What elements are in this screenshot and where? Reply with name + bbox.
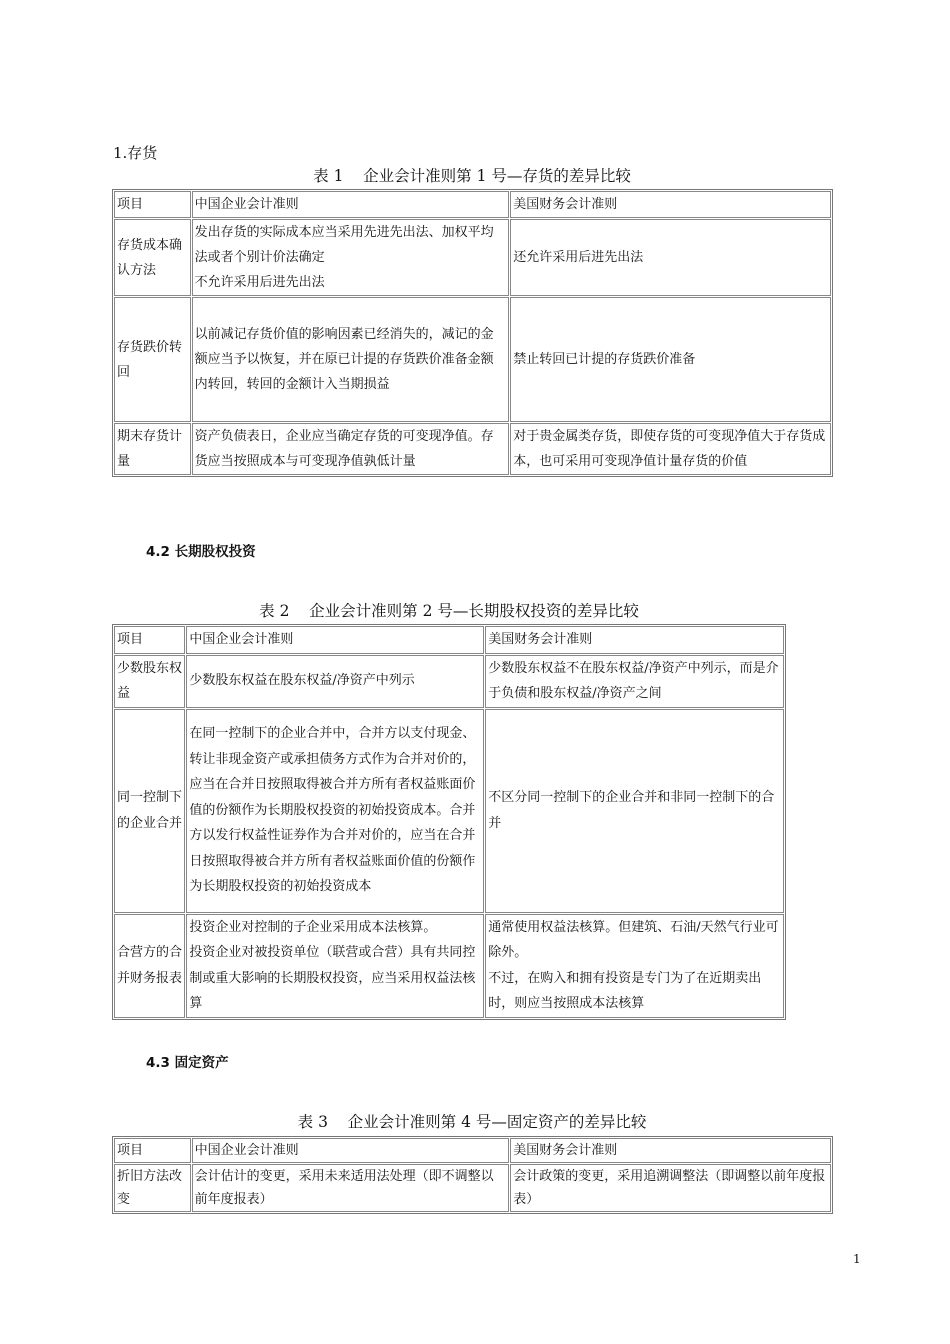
table3-fixed-assets-comparison bbox=[112, 1136, 833, 1214]
header-item: 项目 bbox=[114, 626, 185, 654]
cell-text: 投资企业对被投资单位（联营或合营）具有共同控制或重大影响的长期股权投资，应当采用权益法核算 bbox=[189, 945, 476, 1011]
table-row bbox=[114, 914, 784, 1018]
row-china-cell bbox=[192, 297, 510, 422]
row-china-cell: 会计估计的变更，采用未来适用法处理（即不调整以前年度报表） bbox=[192, 1164, 510, 1212]
table2-equity-investment-comparison bbox=[112, 624, 786, 1020]
cell-text: 不过，在购入和拥有投资是专门为了在近期卖出时，则应当按照成本法核算 bbox=[488, 970, 762, 1011]
section-heading-fixed-assets: 4.3 固定资产 bbox=[146, 1055, 229, 1071]
row-us-cell: 禁止转回已计提的存货跌价准备 bbox=[510, 297, 831, 422]
row-item: 折旧方法改变 bbox=[114, 1164, 191, 1212]
row-china-cell bbox=[192, 219, 510, 296]
row-item: 存货跌价转回 bbox=[114, 297, 191, 422]
row-us-cell bbox=[485, 914, 784, 1018]
row-item: 同一控制下的企业合并 bbox=[114, 709, 185, 913]
table-row bbox=[114, 709, 784, 913]
row-china-cell bbox=[186, 709, 484, 913]
table1-inventory-comparison bbox=[112, 189, 833, 477]
table1-caption: 表 1 企业会计准则第 1 号—存货的差异比较 bbox=[313, 167, 631, 185]
table3-caption: 表 3 企业会计准则第 4 号—固定资产的差异比较 bbox=[297, 1113, 647, 1131]
row-us-cell bbox=[485, 655, 784, 708]
row-us-cell bbox=[485, 709, 784, 913]
table-row bbox=[114, 1164, 831, 1212]
header-item: 项目 bbox=[114, 191, 191, 218]
table-row bbox=[114, 219, 831, 296]
cell-text: 不允许采用后进先出法 bbox=[194, 275, 325, 290]
table-row bbox=[114, 423, 831, 475]
table-row bbox=[114, 297, 831, 422]
row-item: 合营方的合并财务报表 bbox=[114, 914, 185, 1018]
cell-text: 少数股东权益不在股东权益/净资产中列示，而是介于负债和股东权益/净资产之间 bbox=[488, 660, 779, 701]
section-heading-long-term-equity: 4.2 长期股权投资 bbox=[146, 544, 256, 560]
row-china-cell bbox=[192, 423, 510, 475]
cell-text: 少数股东权益在股东权益/净资产中列示 bbox=[189, 673, 415, 689]
row-us-cell: 对于贵金属类存货，即使存货的可变现净值大于存货成本，也可采用可变现净值计量存货的价值 bbox=[510, 423, 831, 475]
header-us-standard: 美国财务会计准则 bbox=[485, 626, 784, 654]
cell-text: 不区分同一控制下的企业合并和非同一控制下的合并 bbox=[488, 790, 775, 831]
cell-text: 在同一控制下的企业合并中，合并方以支付现金、转让非现金资产或承担债务方式作为合并对价的，应当在合并日按照取得被合并方所有者权益账面价值的份额作为长期股权投资的初始投资成本。合并方以发行权益性证券作为合并对价的，应当在合并日按照取得被合并方所有者权益账面价值的份额作为长期股权投资的初始投资成本 bbox=[189, 726, 476, 895]
table-row bbox=[114, 655, 784, 708]
cell-text: 投资企业对控制的子企业采用成本法核算。 bbox=[189, 919, 437, 935]
page-number: 1 bbox=[853, 1252, 861, 1266]
row-item: 少数股东权益 bbox=[114, 655, 185, 708]
section-heading-inventory: 1.存货 bbox=[113, 144, 158, 162]
row-us-cell: 还允许采用后进先出法 bbox=[510, 219, 831, 296]
cell-text: 通常使用权益法核算。但建筑、石油/天然气行业可除外。 bbox=[488, 919, 779, 960]
row-china-cell bbox=[186, 655, 484, 708]
row-item: 存货成本确认方法 bbox=[114, 219, 191, 296]
header-china-standard: 中国企业会计准则 bbox=[186, 626, 484, 654]
header-us-standard: 美国财务会计准则 bbox=[510, 1138, 831, 1163]
row-us-cell: 会计政策的变更，采用追溯调整法（即调整以前年度报表） bbox=[510, 1164, 831, 1212]
row-item: 期末存货计量 bbox=[114, 423, 191, 475]
header-us-standard: 美国财务会计准则 bbox=[510, 191, 831, 218]
cell-text: 资产负债表日，企业应当确定存货的可变现净值。存货应当按照成本与可变现净值孰低计量 bbox=[194, 429, 494, 469]
cell-text: 以前减记存货价值的影响因素已经消失的，减记的金额应当予以恢复，并在原已计提的存货跌价准备金额内转回，转回的金额计入当期损益 bbox=[194, 327, 494, 392]
table2-caption: 表 2 企业会计准则第 2 号—长期股权投资的差异比较 bbox=[259, 602, 639, 620]
header-china-standard: 中国企业会计准则 bbox=[192, 191, 510, 218]
row-china-cell bbox=[186, 914, 484, 1018]
header-china-standard: 中国企业会计准则 bbox=[192, 1138, 510, 1163]
header-item: 项目 bbox=[114, 1138, 191, 1163]
cell-text: 发出存货的实际成本应当采用先进先出法、加权平均法或者个别计价法确定 bbox=[194, 225, 494, 265]
